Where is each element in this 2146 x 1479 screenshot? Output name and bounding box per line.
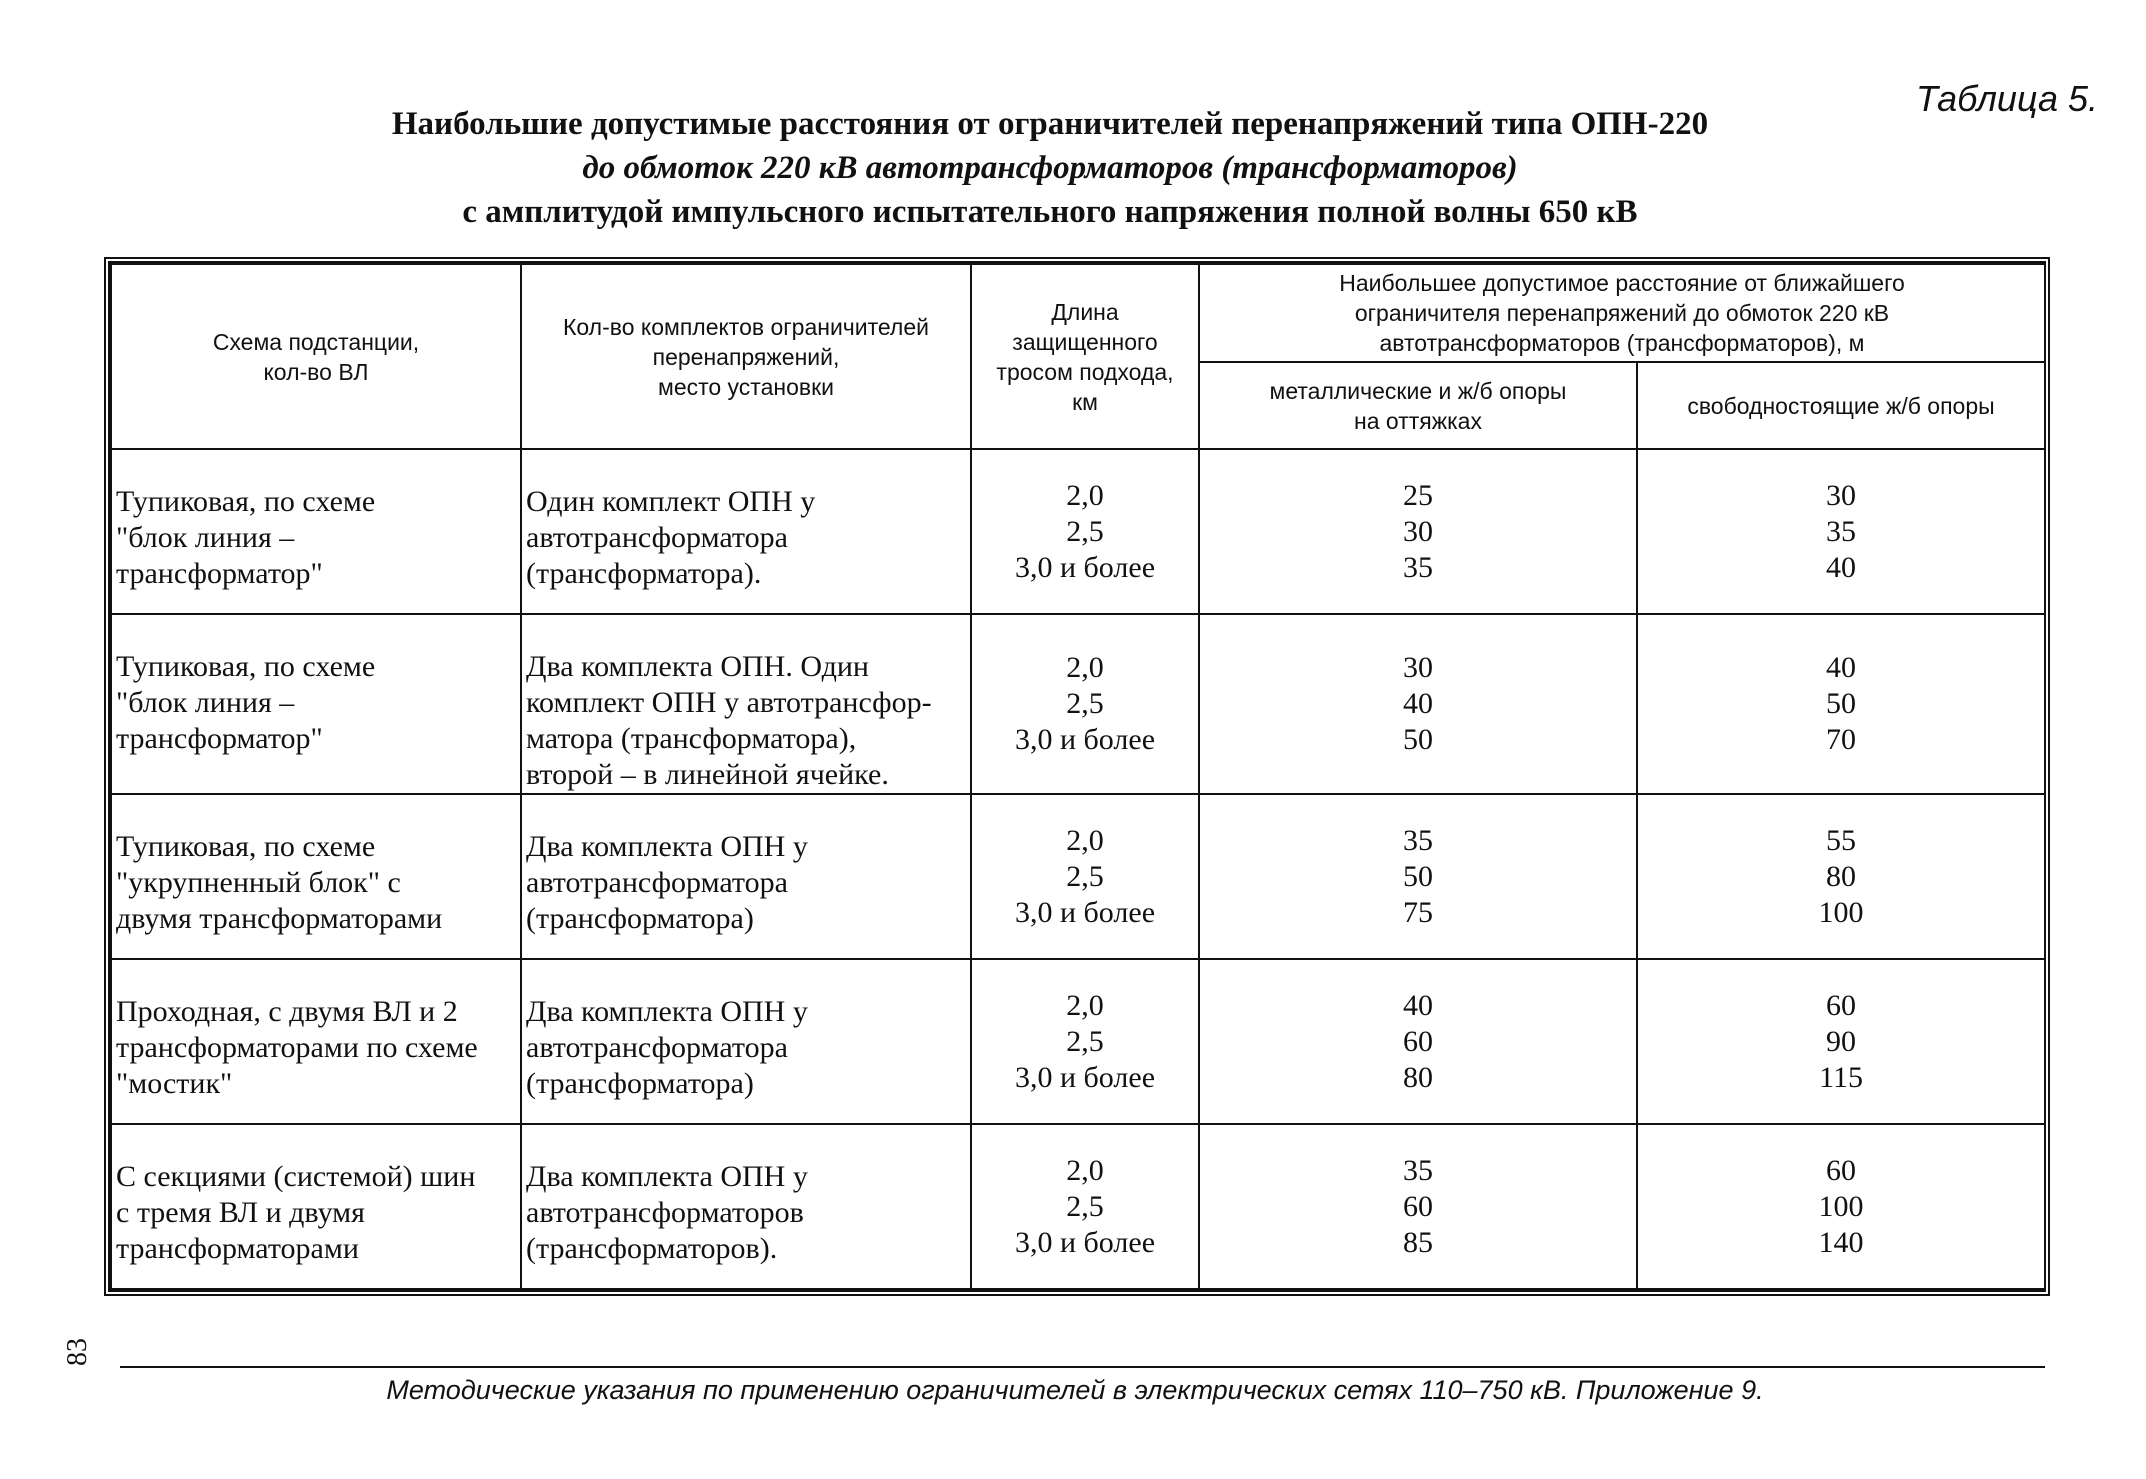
distance-table [104, 257, 2050, 1296]
header-line: защищенного [1012, 328, 1158, 355]
cell-opn [521, 794, 971, 959]
cell-metal [1199, 1124, 1637, 1289]
cell-length-line: 3,0 и более [1014, 1060, 1156, 1094]
cell-length [971, 1124, 1199, 1289]
cell-scheme [111, 449, 521, 614]
cell-metal-line: 60 [1403, 1189, 1433, 1223]
cell-free-line: 70 [1826, 723, 1856, 756]
header-line: ограничителя перенапряжений до обмоток 220 кВ [1354, 300, 1890, 326]
cell-opn-line: автотрансформаторов [526, 1196, 804, 1229]
cell-metal-line: 35 [1403, 823, 1433, 857]
cell-opn-line: (трансформатора) [526, 1067, 754, 1100]
cell-free-line: 90 [1826, 1024, 1856, 1058]
cell-free [1637, 794, 2045, 959]
cell-free [1637, 1124, 2045, 1289]
cell-scheme-line: с тремя ВЛ и двумя [116, 1196, 365, 1229]
cell-free-line: 60 [1826, 988, 1856, 1022]
cell-free [1637, 614, 2045, 794]
cell-metal-line: 50 [1403, 859, 1433, 893]
cell-metal-line: 35 [1403, 1153, 1433, 1187]
cell-opn-line: (трансформаторов). [526, 1232, 778, 1265]
document-title [300, 102, 1800, 234]
cell-opn-line: второй – в линейной ячейке. [526, 758, 889, 791]
cell-length-line: 2,5 [1066, 1189, 1104, 1223]
cell-metal-line: 40 [1403, 687, 1433, 720]
cell-metal-line: 30 [1403, 651, 1433, 684]
title-line-1: Наибольшие допустимые расстояния от ограничителей перенапряжений типа ОПН-220 [391, 106, 1709, 142]
cell-opn-line: Два комплекта ОПН у [526, 1160, 808, 1193]
cell-free-line: 55 [1826, 823, 1856, 857]
header-line: на оттяжках [1354, 407, 1482, 434]
cell-metal-line: 75 [1403, 895, 1433, 929]
cell-scheme [111, 1124, 521, 1289]
header-line: Кол-во комплектов ограничителей [562, 313, 929, 340]
cell-free [1637, 959, 2045, 1124]
header-line: км [1072, 388, 1098, 415]
cell-length-line: 2,5 [1066, 687, 1104, 720]
footer-divider [120, 1366, 2045, 1368]
cell-scheme-line: Тупиковая, по схеме [116, 830, 376, 863]
header-length [971, 264, 1199, 449]
cell-metal-line: 60 [1403, 1024, 1433, 1058]
header-metal [1199, 362, 1637, 449]
cell-scheme [111, 794, 521, 959]
cell-scheme-line: Тупиковая, по схеме [116, 650, 376, 683]
cell-scheme-line: "блок линия – [116, 521, 295, 554]
cell-scheme-line: "укрупненный блок" с [116, 866, 401, 899]
cell-scheme-line: "блок линия – [116, 686, 295, 719]
cell-opn-line: (трансформатора). [526, 557, 762, 590]
cell-scheme-line: трансформатор" [116, 722, 323, 755]
cell-length [971, 794, 1199, 959]
table-label: Таблица 5. [1915, 78, 2098, 119]
cell-opn-line: Два комплекта ОПН. Один [526, 650, 869, 683]
cell-length-line: 2,0 [1066, 988, 1104, 1022]
cell-opn-line: Два комплекта ОПН у [526, 830, 808, 863]
cell-scheme-line: трансформатор" [116, 557, 323, 590]
cell-metal-line: 80 [1403, 1060, 1433, 1094]
header-line: автотрансформаторов (трансформаторов), м [1379, 330, 1865, 356]
footer-text: Методические указания по применению ограничителей в электрических сетях 110–750 кВ. Приложение 9. [386, 1375, 1764, 1405]
cell-metal-line: 30 [1403, 514, 1433, 548]
header-scheme [111, 264, 521, 449]
cell-free-line: 50 [1826, 687, 1856, 720]
cell-scheme-line: двумя трансформаторами [116, 902, 443, 935]
cell-metal-line: 35 [1403, 550, 1433, 584]
cell-length-line: 2,5 [1066, 1024, 1104, 1058]
table-row [111, 1124, 2045, 1289]
cell-free-line: 40 [1826, 550, 1856, 584]
header-line: перенапряжений, [652, 343, 840, 370]
cell-scheme-line: трансформаторами [116, 1232, 359, 1265]
cell-length-line: 2,0 [1066, 651, 1104, 684]
header-line: Длина [1051, 298, 1119, 325]
cell-length-line: 3,0 и более [1014, 1225, 1156, 1259]
cell-free-line: 80 [1826, 859, 1856, 893]
cell-length-line: 2,0 [1066, 823, 1104, 857]
cell-scheme [111, 959, 521, 1124]
header-opn [521, 264, 971, 449]
cell-metal [1199, 794, 1637, 959]
cell-length [971, 959, 1199, 1124]
cell-free-line: 100 [1818, 1189, 1864, 1223]
header-line: Наибольшее допустимое расстояние от ближайшего [1339, 270, 1905, 296]
cell-length-line: 3,0 и более [1014, 723, 1156, 756]
cell-metal [1199, 959, 1637, 1124]
title-line-3: с амплитудой импульсного испытательного напряжения полной волны 650 кВ [462, 194, 1638, 230]
cell-free-line: 35 [1826, 514, 1856, 548]
cell-opn-line: комплект ОПН у автотрансфор- [526, 686, 932, 719]
table-row [111, 614, 2045, 794]
cell-scheme-line: С секциями (системой) шин [116, 1160, 476, 1193]
page-number: 83 [62, 1338, 93, 1366]
cell-free [1637, 449, 2045, 614]
cell-metal-line: 85 [1403, 1225, 1433, 1259]
cell-length-line: 2,0 [1066, 1153, 1104, 1187]
cell-opn-line: Два комплекта ОПН у [526, 995, 808, 1028]
cell-metal-line: 50 [1403, 723, 1433, 756]
header-distance [1199, 264, 2045, 362]
header-line: кол-во ВЛ [263, 358, 369, 385]
cell-opn-line: автотрансформатора [526, 521, 788, 554]
cell-free-line: 60 [1826, 1153, 1856, 1187]
cell-length-line: 2,0 [1066, 478, 1104, 512]
cell-free-line: 30 [1826, 478, 1856, 512]
cell-free-line: 100 [1818, 895, 1864, 929]
cell-free-line: 40 [1826, 651, 1856, 684]
cell-scheme-line: Проходная, с двумя ВЛ и 2 [116, 995, 458, 1028]
cell-scheme-line: трансформаторами по схеме [116, 1031, 478, 1064]
cell-metal [1199, 449, 1637, 614]
cell-length-line: 2,5 [1066, 859, 1104, 893]
cell-metal-line: 25 [1403, 478, 1433, 512]
table-row [111, 449, 2045, 614]
cell-opn [521, 449, 971, 614]
cell-length-line: 3,0 и более [1014, 550, 1156, 584]
cell-opn-line: автотрансформатора [526, 1031, 788, 1064]
cell-length [971, 449, 1199, 614]
header-line: свободностоящие ж/б опоры [1687, 392, 1995, 419]
cell-opn-line: автотрансформатора [526, 866, 788, 899]
header-line: место установки [658, 373, 834, 400]
header-line: тросом подхода, [996, 358, 1174, 385]
cell-opn-line: матора (трансформатора), [526, 722, 857, 755]
cell-opn [521, 614, 971, 794]
cell-metal [1199, 614, 1637, 794]
table-row [111, 794, 2045, 959]
cell-scheme-line: Тупиковая, по схеме [116, 485, 376, 518]
cell-free-line: 115 [1819, 1060, 1863, 1094]
table-row [111, 959, 2045, 1124]
cell-opn-line: Один комплект ОПН у [526, 485, 816, 518]
title-line-2: до обмоток 220 кВ автотрансформаторов (трансформаторов) [582, 150, 1518, 186]
cell-length [971, 614, 1199, 794]
cell-scheme-line: "мостик" [116, 1067, 233, 1100]
cell-length-line: 2,5 [1066, 514, 1104, 548]
cell-scheme [111, 614, 521, 794]
header-line: металлические и ж/б опоры [1269, 377, 1567, 404]
cell-free-line: 140 [1818, 1225, 1864, 1259]
cell-opn-line: (трансформатора) [526, 902, 754, 935]
cell-metal-line: 40 [1403, 988, 1433, 1022]
cell-length-line: 3,0 и более [1014, 895, 1156, 929]
header-line: Схема подстанции, [212, 328, 420, 355]
cell-opn [521, 959, 971, 1124]
header-free [1637, 362, 2045, 449]
cell-opn [521, 1124, 971, 1289]
